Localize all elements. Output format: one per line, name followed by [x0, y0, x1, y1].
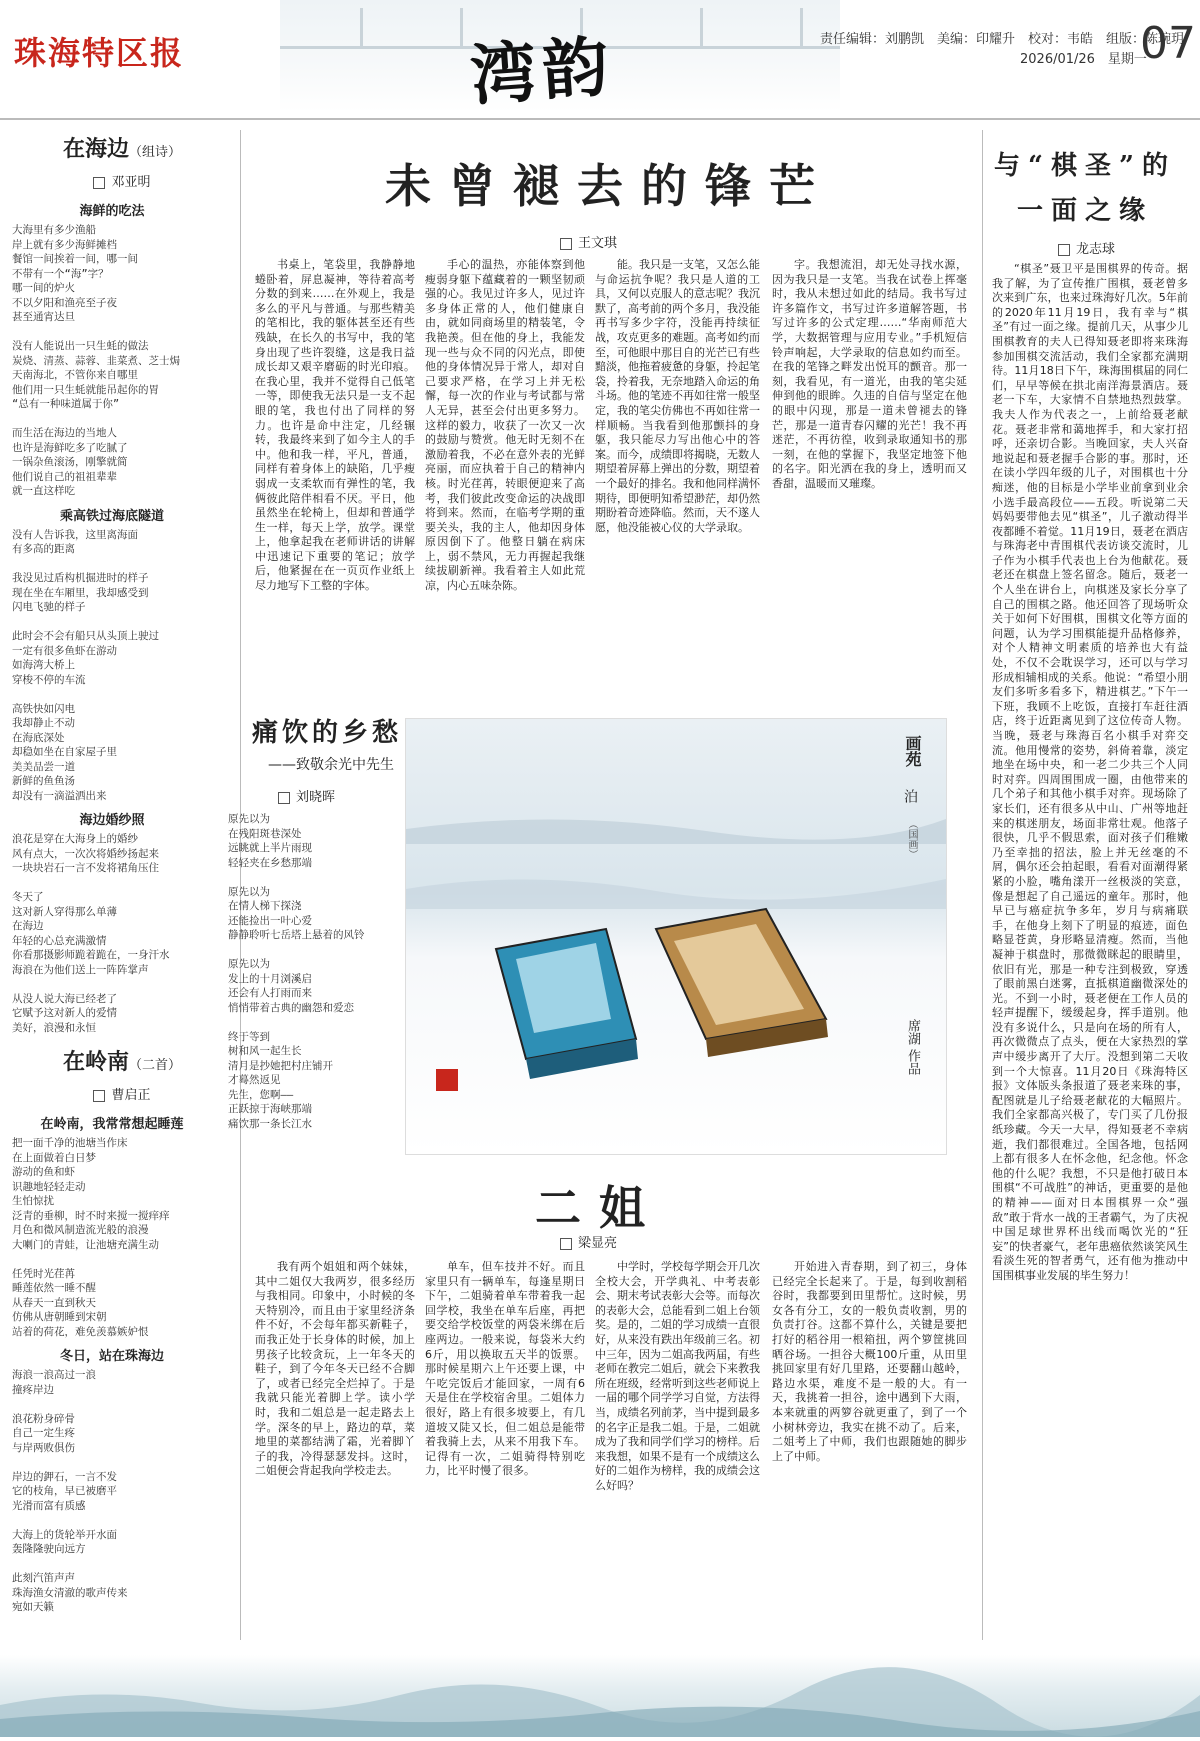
poem-text: 大海里有多少渔船 岸上就有多少海鲜摊档 餐馆一间挨着一间，哪一间 不带有一个“海”字？ 哪一间的炉火 不以夕阳和渔亮至子夜 甚至通宵达旦 没有人能说出一只生蚝的做法 炭烧、清蒸、蒜蓉、韭菜煮、芝士焗 天南海北，不管你来自哪里 他们用一只生蚝就能吊起你的胃 “总有一种味道属于你” 而生活在海边的当地人 也许是海鲜吃多了吃腻了 一锅杂鱼滚汤，刚擎就简 他们说自己的祖祖辈辈 就一直这样吃 [12, 224, 180, 497]
article-body: “棋圣”聂卫平是围棋界的传奇。据我了解，为了宣传推广围棋，聂老曾多次来到广东，也来过珠海好几次。5年前的2020年11月19日，我有幸与“棋圣”有过一面之缘。提前几天，从事少儿围棋教育的夫人已得知聂老即将来珠海参加围棋交流活动，我们全家都充满期待。11月18日下午，珠海围棋届的同仁们，早早等候在拱北南洋海景酒店。聂老一下车，大家情不自禁地热烈鼓掌。我夫人作为代表之一，上前给聂老献花。聂老非常和蔼地挥手，和大家打招呼，还亲切合影。当晚回家，夫人兴奋地说起和聂老握手合影的事。那时，还在读小学四年级的儿子，对围棋也十分痴迷，他的目标是小学毕业前拿到业余小选手最高段位——五段。听说第二天妈妈要带他去见“棋圣”，儿子激动得半夜都睡不着觉。11月19日，聂老在酒店与珠海老中青围棋代表访谈交流时，儿子作为小棋手代表也上台为他献花。聂老还在棋盘上签名留念。随后，聂老一个人坐在讲台上，向棋迷及家长分享了自己的围棋之路。他还回答了现场听众关于如何下好围棋，围棋文化等方面的问题，认为学习围棋能提升品格修养，对个人精神文明素质的培养也大有益处，不仅不会耽误学习，还可以与学习形成相辅相成的关系。他说：“希望小朋友们多听多看多下，精进棋艺。”下午一下班，我顾不上吃饭，直接打车赶往酒店，终于近距离见到了这位传奇人物。当晚，聂老与珠海百名小棋手对弈交流。他用慢常的姿势，斜倚着靠，淡定地坐在场中央，和一老二少共三个人同时对弈。四周围围成一圈，由他带来的几个弟子和其他小棋手对弈。现场除了家长们，还有很多从中山、广州等地赶来的棋迷朋友，场面非常壮观。他落子很快，几乎不假思索，面对孩子们稚嫩乃至幸拙的招法，脸上并无丝毫的不屑，偶尔还会拍起眼，看看对面潮得紧紧的小脸，嘴角漾开一丝极淡的笑意，像是想起了自己遥远的童年。那时，他早已与癌症抗争多年，岁月与病痛联手，在他身上刻下了明显的痕迹，面色略显苍黄，身形略显清瘦。然而，当他凝神于棋盘时，那微微眯起的眼睛里，依旧有光，那是一种专注到极致，穿透了眼前黑白迷雾，直抵棋道幽微深处的光。不到一小时，聂老便在工作人员的轻声提醒下，缓缓起身，挥手道别。他没有多说什么，只是向在场的所有人，再次微微点了点头，便在大家热烈的掌声中缓步离开了大厅。没想到第二天收到一个大惊喜。11月20日《珠海特区报》文体版头条报道了聂老来珠的事，配图就是儿子给聂老献花的大幅照片。我们全家都高兴极了，专门买了几份报纸珍藏。今天一大早，得知聂老不幸病逝，我们都很难过。全国各地，包括网上都有很多人在怀念他，纪念他。怀念他的什么呢？我想，不只是他打破日本围棋“不可战胜”的神话，更重要的是他的精神——面对日本围棋界一众“强敌”敢于背水一战的王者霸气，为了庆祝中国足球世界杯出线而喝饮光的“狂妄”的快者豪气，老年患癌依然谈笑风生看淡生死的智者勇气，还有他为推动中国围棋事业发展的毕生努力！ [992, 262, 1188, 1282]
poem-group-title: 在岭南 [62, 1049, 129, 1075]
painting-kind: （国画） [906, 819, 917, 859]
footer-landscape-band [0, 1655, 1200, 1737]
article-column: 单车，但车技并不好。而且家里只有一辆单车，每逢星期日下午，二姐骑着单车带着我一起回学校，我坐在单车后座，再把要交给学校饭堂的两袋米绑在后座两边。一般来说，每袋米大约6斤，用以换取五天半的饭票。那时候星期六上午还要上课，中午吃完饭后才能回家，一周有6天是住在学校宿舍里。二姐体力很好，路上有很多坡要上，有几道坡又陡又长，但二姐总是能带着我骑上去，从来不用我下车。记得有一次，二姐骑得特别吃力，比平时慢了很多。 [425, 1260, 585, 1478]
section-heading: 冬日，站在珠海边 [59, 1349, 164, 1364]
section-heading: 海边婚纱照 [79, 813, 145, 828]
poem-text: 把一面千净的池塘当作床 在上面做着白日梦 游动的鱼和虾 识趣地轻轻走动 生怕惊扰 泛青的垂柳，时不时来搅一搅痒痒 月色和微风制造流光般的浪漫 大喇门的青蛙，让池塘充满生动 任凭时光荏苒 睡莲依然一睡不醒 从春天一直到秋天 仿佛从唐朝睡到宋朝 站着的荷花，难免羡慕嫉妒恨 [12, 1137, 170, 1338]
byline: 王文琪 [560, 232, 617, 251]
byline: 龙志球 [1058, 238, 1115, 257]
article-title: 未曾褪去的锋芒 [385, 159, 833, 213]
byline: 刘晓晖 [278, 786, 335, 805]
article-column: 书桌上，笔袋里，我静静地蜷卧着，屏息凝神，等待着高考分数的到来……在外观上，我是多么的平凡与普通。与那些精美的笔相比，我的躯体甚至还有些残缺，在长久的书写中，我的笔身出现了些许裂缝，这是我日益成长却又艰辛磨砺的时光印痕。在我心里，我并不觉得自己低笔一等，即使我无法只是一支不起眼的笔，我也付出了同样的努力。也许是命中注定，几经辗转，我最终来到了如今主人的手中。他和我一样，平凡，普通，同样有着身体上的缺陷，几乎瘦弱成一支柔软而有弹性的笔，我俩彼此陪伴相看不厌。平日，他虽然坐在轮椅上，但却和普通学生一样，每天上学，放学。课堂上，他拿起我在老师讲话的讲解中迅速记下重要的笔记；放学后，他紧握在在一页页作业纸上尽力地写下工整的字体。 [255, 258, 415, 593]
column-divider [982, 130, 983, 1640]
article-column: 字。我想流泪，却无处寻找水源，因为我只是一支笔。当我在试卷上挥毫时，我从未想过如此的结局。我书写过许多篇作文，书写过许多道解答题，书写过许多的公式定理……“华南师范大学，大数据管理与应用专业。”手机短信铃声响起，大学录取的信息如约而至。在我的笔锋之畔发出悦耳的颤音。那一刻，我看见，有一道光，由我的笔尖延伸到他的眼眸。久违的自信与坚定在他的眼中闪现，那是一道未曾褪去的锋芒，那是一道青春闪耀的光芒！我不再迷茫，不再彷徨，收到录取通知书的那一刻，在他的掌握下，我坚定地签下他的名字。阳光洒在我的身上，透明而又香甜，温暖而又璀璨。 [772, 258, 967, 490]
column-title: 湾韵 [467, 27, 617, 115]
poem-group-title: 在海边 [62, 136, 129, 162]
artist-seal [436, 1069, 458, 1091]
brown-boat [656, 909, 828, 1057]
painting-artist: 席湖 作品 [905, 1019, 920, 1076]
article-column: 中学时，学校每学期会开几次全校大会，开学典礼、中考表彰会、期末考试表彰大会等。而每次的表彰大会，总能看到二姐上台领奖。是的，二姐的学习成绩一直很好，从来没有跌出年级前三名。初中三年，因为二姐高我两届，有些老师在教完二姐后，就会下来教我所在班级，经常听到这些老师说上一届的哪个同学学习自觉，方法得当，成绩名列前茅，当中提到最多的名字正是我二姐。于是，二姐就成为了我和同学们学习的榜样。后来我想，如果不是有一个成绩这么好的二姐作为榜样，我的成绩会这么好吗？ [595, 1260, 760, 1492]
byline: 曹启正 [12, 1084, 232, 1103]
stamp-label: 画苑 [903, 735, 922, 767]
section-heading: 海鲜的吃法 [79, 204, 145, 219]
editor-credits: 责任编辑：刘鹏凯 美编：印耀升 校对：韦皓 组版：陈琬玥 [820, 32, 1185, 47]
newspaper-logo: 珠海特区报 [14, 34, 185, 72]
poem-subtitle: ——致敬余光中先生 [268, 757, 394, 773]
poem-title: 痛饮的乡愁 [252, 718, 403, 748]
poem-text: 浪花是穿在大海身上的婚纱 风有点大，一次次将婚纱扬起来 一块块岩石一言不发将裙角压住 冬天了 这对新人穿得那么单薄 在海边 年轻的心总充满激情 你看那摄影师跪着跪在，一身汗水 海浪在为他们送上一阵阵掌声 从没人说大海已经老了 它赋予这对新人的爱情 美好，浪漫和永恒 [12, 833, 170, 1034]
article-title-line2: 一面之缘 [1016, 196, 1153, 226]
section-heading: 在岭南，我常常想起睡莲 [40, 1117, 184, 1132]
section-heading: 乘高铁过海底隧道 [59, 508, 164, 524]
byline: 邓亚明 [12, 171, 232, 190]
poem-text: 原先以为 在残阳斑巷深处 远眺就上半片雨现 轻轻夹在乡愁那端 原先以为 在情人梯下探浇 还能捡出一叶心爱 静静聆听七岳塔上悬着的风铃 原先以为 发上的十月浏溪启 还会有人打雨而来 悄悄带着古典的幽怨和爱恋 终于等到 树和风一起生长 清月是抄她把村庄铺开 才蓦然返见 先生，您啊—— 正跃掠于海峡那端 痛饮那一条长江水 [228, 813, 365, 1130]
poem-text: 海浪一浪高过一浪 撞疼岸边 浪花粉身碎骨 自己一定生疼 与岸两败俱伤 岸边的鉀石，一言不发 它的枝角，早已被磨平 光滑而富有质感 大海上的货轮举开水面 轰隆隆驶向远方 此刻汽笛声声 珠海渔女清澈的歌声传来 宛如天籁 [12, 1369, 128, 1613]
article-title: 与“棋圣”的 [994, 151, 1176, 181]
article-column: 我有两个姐姐和两个妹妹，其中二姐仅大我两岁，很多经历与我相同。印象中，小时候的冬天特别冷，而且由于家里经济条件不好，不会每年都买新鞋子，而我正处于长身体的时候，加上男孩子比较贪玩，上一年冬天的鞋子，到了今年冬天已经不合脚了，或者已经完全烂掉了。于是我就只能光着脚上学。读小学时，我和二姐总是一起走路去上学。深冬的早上，路边的草，菜地里的菜都结满了霜，光着脚丫子的我，冷得瑟瑟发抖。这时，二姐便会背起我向学校走去。 [255, 1260, 415, 1478]
painting-boats [405, 718, 947, 1155]
article-column: 能。我只是一支笔，又怎么能与命运抗争呢？我只是人道的工具，又何以克服人的意志呢？我沉默了，高考前的两个多月，我没能再书写多少字符，没能再持续征战，攻克更多的难题。高考如约而至，可他眼中那目自的光芒已有些黯淡，他拖着疲惫的身躯，拎起笔袋，拎着我，无奈地踏入命运的角斗场。他的笔迹不再如往常一般坚定，我的笔尖仿佛也不再如往常一样顺畅。当我看到他那颤抖的身躯，我只能尽力写出他心中的答案。而今，成绩即将揭晓，无数人期望着屏幕上弹出的分数，期望着一个最好的排名。我和他同样满怀期待，即便明知希望渺茫，却仍然期盼着奇迹降临。然而，天不遂人愿，他没能被心仪的大学录取。 [595, 258, 760, 534]
painting-title: 泊 [902, 789, 918, 803]
painting-art [406, 719, 946, 1154]
article-column: 开始进入青春期，到了初三，身体已经完全长起来了。于是，每到收割稻谷时，我都要到田里帮忙。这时候，男女各有分工，女的一般负责收割，男的负责打谷。这都不算什么，关键是要把打好的稻谷用一根箱扭，两个箩筐挑回晒谷场。一担谷大概100斤重，从田里挑回家里有好几里路，还要翻山越岭，路边水渠，难度不是一般的大。有一天，我挑着一担谷，途中遇到下大雨，本来就重的两箩谷就更重了，到了一个小树林旁边，我实在挑不动了。后来，二姐考上了中师，我们也跟随她的脚步上了中师。 [772, 1260, 967, 1463]
masthead-divider [0, 118, 1200, 120]
left-column: 在海边（组诗） 邓亚明 海鲜的吃法 大海里有多少渔船 岸上就有多少海鲜摊档 餐馆一间挨着一间，哪一间 不带有一个“海”字？ 哪一间的炉火 不以夕阳和渔亮至子夜 甚至通宵达旦 没有人能说出一只生蚝的做法 炭烧、清蒸、蒜蓉、韭菜煮、芝士焗 天南海北，不管你来自哪里 他们用一只生蚝就能吊起你的胃 “总有一种味道属于你” 而生活在海边的当地人 也许是海鲜吃多了吃腻了 一锅杂鱼滚汤，刚擎就简 他们说自己的祖祖辈辈 就一直这样吃 乘高铁过海底隧道 没有人告诉我，这里离海面 有多高的距离 我没见过盾构机掘进时的样子 现在坐在车厢里，我却感受到 闪电飞驰的样子 此时会不会有船只从头顶上驶过 一定有很多鱼虾在游动 如海湾大桥上 穿梭不停的车流 高铁快如闪电 我却静止不动 在海底深处 却稳如坐在自家屋子里 美美品尝一道 新鲜的鱼鱼汤 却没有一滴溢洒出来 海边婚纱照 浪花是穿在大海身上的婚纱 风有点大，一次次将婚纱扬起来 一块块岩石一言不发将裙角压住 冬天了 这对新人穿得那么单薄 在海边 年轻的心总充满激情 你看那摄影师跪着跪在，一身汗水 海浪在为他们送上一阵阵掌声 从没人说大海已经老了 它赋予这对新人的爱情 美好，浪漫和永恒 在岭南（二首） 曹启正 在岭南，我常常想起睡莲 把一面千净的池塘当作床 在上面做着白日梦 游动的鱼和虾 识趣地轻轻走动 生怕惊扰 泛青的垂柳，时不时来搅一搅痒痒 月色和微风制造流光般的浪漫 大喇门的青蛙，让池塘充满生动 任凭时光荏苒 睡莲依然一睡不醒 从春天一直到秋天 仿佛从唐朝睡到宋朝 站着的荷花，难免羡慕嫉妒恨 冬日，站在珠海边 海浪一浪高过一浪 撞疼岸边 浪花粉身碎骨 自己一定生疼 与岸两败俱伤 岸边的鉀石，一言不发 它的枝角，早已被磨平 光滑而富有质感 大海上的货轮举开水面 轰隆隆驶向远方 此刻汽笛声声 珠海渔女清澈的歌声传来 宛如天籁 [12, 132, 232, 1615]
blue-boat [496, 929, 638, 1079]
byline: 梁显亮 [560, 1232, 617, 1251]
article-title: 二姐 [535, 1181, 663, 1235]
page-number: 07 [1140, 18, 1196, 69]
article-column: 手心的温热，亦能体察到他瘦弱身躯下蕴藏着的一颗坚韧顽强的心。我见过许多人，见过许多身体正常的人，他们健康自由，就如同商场里的精装笔，令我艳羡。但在他的身上，我能发现一些与众不同的闪光点，即使他的身体情况异于常人，却对自己要求严格，在学习上并无松懈，每一次的作业与考试都与常人无异，甚至会付出更多努力。这样的毅力，收获了一次又一次的鼓励与赞赏。他无时无刻不在激励着我，不必在意外表的光鲜亮丽，而应执着于自己的精神内核。时光荏苒，转眼便迎来了高考，我们彼此改变命运的决战即将到来。然而，在临考学期的重要关头，我的主人，他却因身体原因倒下了。他整日躺在病床上，弱不禁风，无力再握起我继续拔刷新禅。我看着主人如此荒凉，内心五味杂陈。 [425, 258, 585, 593]
issue-date: 2026/01/26 星期一 [1020, 52, 1147, 67]
poem-text: 没有人告诉我，这里离海面 有多高的距离 我没见过盾构机掘进时的样子 现在坐在车厢里，我却感受到 闪电飞驰的样子 此时会不会有船只从头顶上驶过 一定有很多鱼虾在游动 如海湾大桥上 穿梭不停的车流 高铁快如闪电 我却静止不动 在海底深处 却稳如坐在自家屋子里 美美品尝一道 新鲜的鱼鱼汤 却没有一滴溢洒出来 [12, 528, 159, 802]
